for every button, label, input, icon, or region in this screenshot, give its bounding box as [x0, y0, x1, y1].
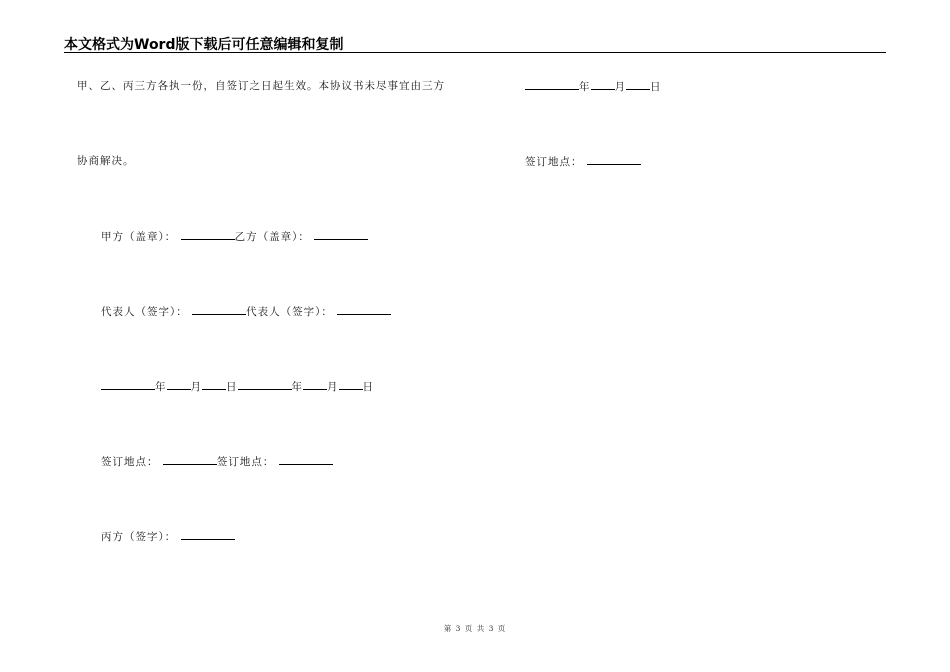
party-c-row [101, 529, 235, 544]
right-month-blank[interactable] [591, 79, 615, 90]
party-b-seal-blank[interactable] [314, 229, 368, 240]
representative-label-a: 代表人（签字）： [101, 306, 188, 318]
signing-place-label-b: 签订地点： [216, 456, 275, 468]
month-a-blank[interactable] [167, 379, 191, 390]
party-a-label: 甲方（盖章）： [101, 231, 177, 243]
agreement-paragraph-line-1: 甲、乙、丙三方各执一份，自签订之日起生效。本协议书未尽事宜由三方 [77, 80, 445, 92]
day-a-label: 日 [226, 381, 238, 393]
header-divider [64, 52, 886, 53]
year-b-label: 年 [291, 381, 303, 393]
month-b-label: 月 [327, 381, 339, 393]
year-a-blank[interactable] [101, 379, 155, 390]
right-year-blank[interactable] [525, 79, 579, 90]
right-month-label: 月 [614, 81, 626, 93]
month-a-label: 月 [190, 381, 202, 393]
signing-place-label-a: 签订地点： [101, 456, 159, 468]
agreement-paragraph-line-2: 协商解决。 [77, 155, 135, 167]
right-day-label: 日 [650, 81, 662, 93]
party-c-signature-blank[interactable] [181, 529, 235, 540]
page-header-title: 本文格式为Word版下载后可任意编辑和复制 [64, 37, 344, 53]
right-day-blank[interactable] [626, 79, 650, 90]
signing-place-a-blank[interactable] [163, 454, 217, 465]
right-date-row [525, 79, 662, 94]
year-a-label: 年 [155, 381, 167, 393]
party-a-seal-blank[interactable] [181, 229, 235, 240]
date-row [101, 379, 374, 394]
right-signing-place-label: 签订地点： [525, 156, 583, 168]
representative-row [101, 304, 391, 319]
signing-place-b-blank[interactable] [279, 454, 333, 465]
right-signing-place-blank[interactable] [587, 154, 641, 165]
signing-place-row [101, 454, 333, 469]
representative-label-b: 代表人（签字）： [246, 306, 333, 318]
right-year-label: 年 [579, 81, 591, 93]
year-b-blank[interactable] [238, 379, 292, 390]
day-b-label: 日 [362, 381, 374, 393]
right-signing-place-row [525, 154, 641, 169]
party-b-label: 乙方（盖章）： [234, 231, 310, 243]
representative-a-blank[interactable] [192, 304, 246, 315]
representative-b-blank[interactable] [337, 304, 391, 315]
party-signature-row [101, 229, 368, 244]
day-a-blank[interactable] [202, 379, 226, 390]
day-b-blank[interactable] [339, 379, 363, 390]
party-c-label: 丙方（签字）： [101, 531, 177, 543]
page-number-footer: 第 3 页 共 3 页 [443, 624, 507, 633]
month-b-blank[interactable] [303, 379, 327, 390]
